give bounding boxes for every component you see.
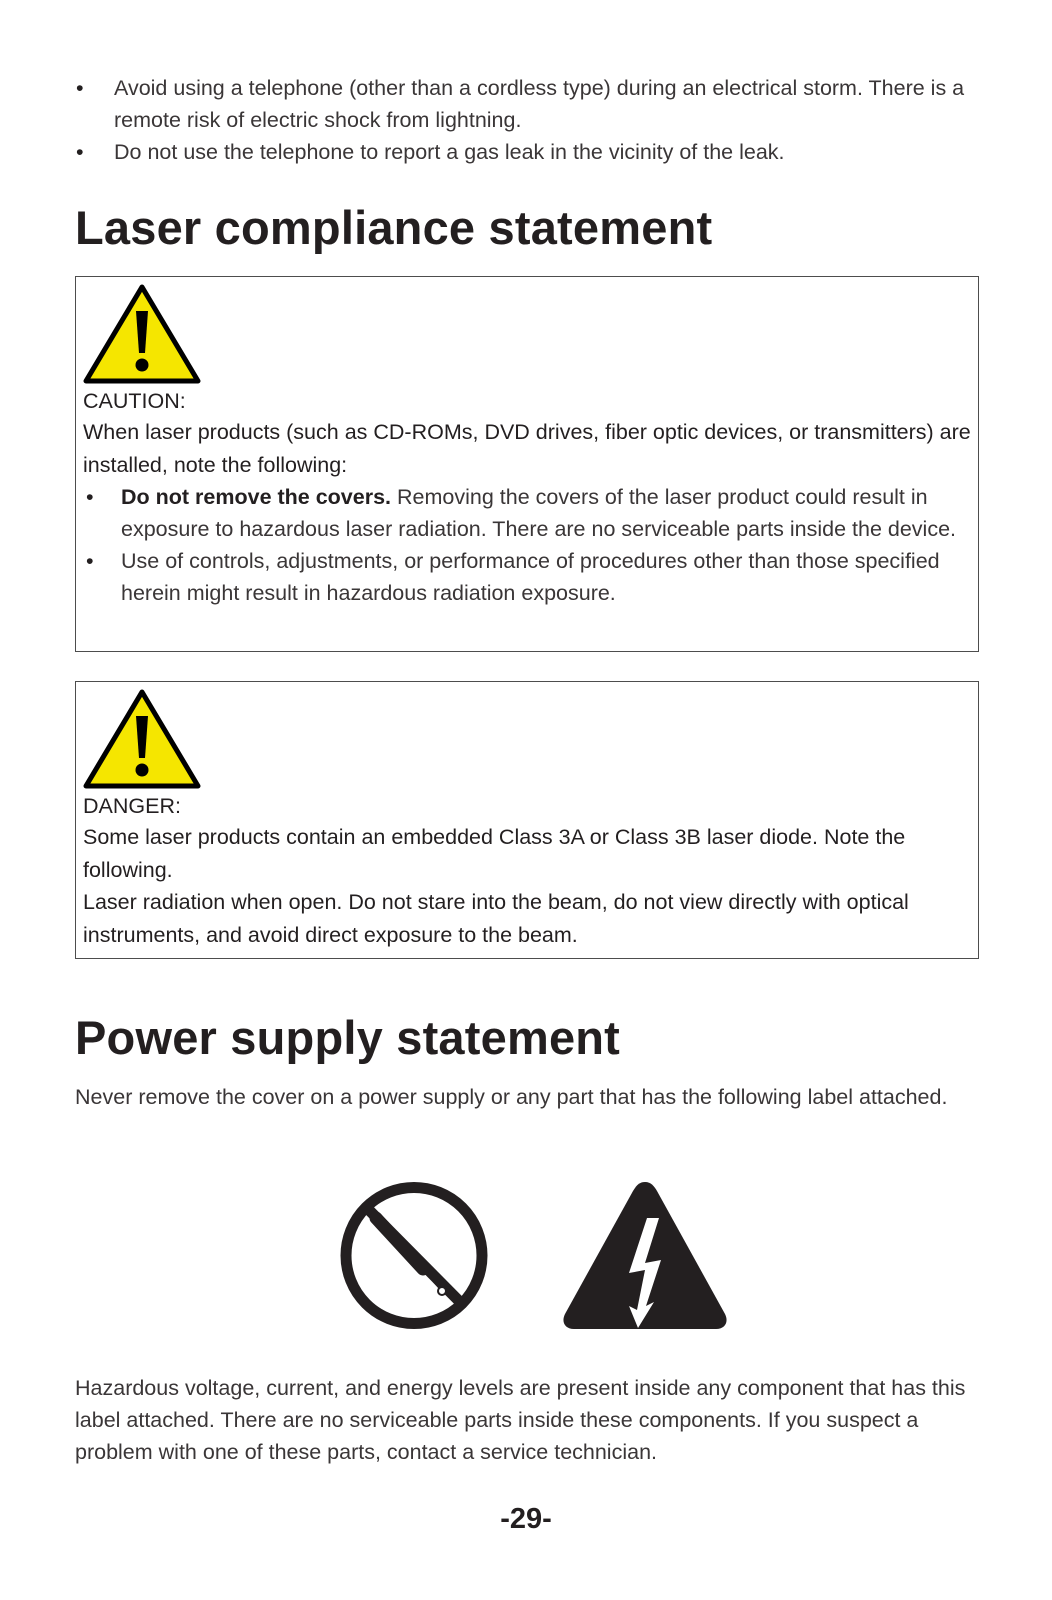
power-supply-intro: Never remove the cover on a power supply or any part that has the following label attached.	[75, 1085, 948, 1109]
bullet: •	[76, 140, 84, 164]
bullet: •	[76, 76, 84, 100]
list-item-text: Use of controls, adjustments, or performance of procedures other than those specified herein might result in hazardous radiation exposure.	[121, 549, 940, 605]
telephone-safety-list	[76, 72, 976, 168]
warning-triangle-icon	[83, 688, 201, 790]
danger-label: DANGER:	[83, 794, 181, 818]
bullet: •	[86, 549, 94, 573]
hazard-symbols	[338, 1178, 738, 1333]
list-item	[83, 481, 971, 545]
list-item-text: Removing the covers of the laser product could result in exposure to hazardous laser radiation. There are no serviceable parts inside the device.	[121, 485, 957, 541]
list-item	[76, 72, 976, 136]
electric-shock-icon	[559, 1178, 731, 1333]
laser-compliance-heading: Laser compliance statement	[75, 201, 713, 254]
bullet: •	[86, 485, 94, 509]
list-item-text: Avoid using a telephone (other than a cordless type) during an electrical storm. There is a remote risk of electric shock from lightning.	[114, 76, 965, 132]
danger-text: Laser radiation when open. Do not stare into the beam, do not view directly with optical instruments, and avoid direct exposure to the beam.	[83, 890, 909, 947]
emphasis-text: Do not remove the covers.	[121, 485, 392, 509]
hazard-warning-text: Hazardous voltage, current, and energy levels are present inside any component that has this label attached. There are no serviceable parts inside these components. If you suspect a problem with one of these parts, contact a service technician.	[75, 1376, 966, 1464]
page-number: -29-	[500, 1503, 552, 1535]
caution-notice-box	[75, 276, 979, 652]
power-supply-heading: Power supply statement	[75, 1011, 621, 1064]
danger-text: Some laser products contain an embedded Class 3A or Class 3B laser diode. Note the following.	[83, 825, 906, 882]
list-item	[83, 545, 971, 609]
caution-label: CAUTION:	[83, 389, 186, 413]
list-item-text: Do not use the telephone to report a gas leak in the vicinity of the leak.	[114, 140, 785, 164]
caution-list	[83, 481, 971, 609]
danger-notice-box	[75, 681, 979, 959]
list-item	[76, 136, 976, 168]
caution-intro: When laser products (such as CD-ROMs, DVD drives, fiber optic devices, or transmitters) are installed, note the following:	[83, 420, 971, 477]
warning-triangle-icon	[83, 283, 201, 385]
no-screwdriver-icon	[338, 1178, 490, 1333]
